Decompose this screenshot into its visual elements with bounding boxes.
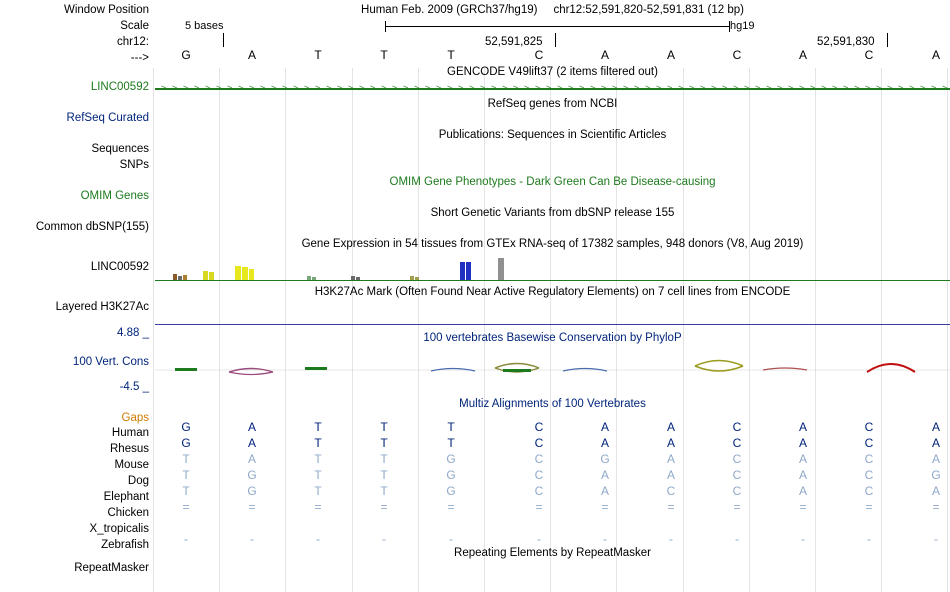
label-common-dbsnp[interactable]: Common dbSNP(155)	[35, 221, 149, 233]
strand-arrow-icon: >	[920, 83, 926, 93]
label-sequences[interactable]: Sequences	[91, 143, 149, 155]
multiz-base: -	[250, 532, 254, 546]
coord-tick-right: 52,591,830	[817, 36, 875, 48]
strand-arrow-icon: >	[447, 83, 453, 93]
multiz-base: A	[798, 468, 807, 482]
strand-arrow-icon: >	[777, 83, 783, 93]
label-gencode[interactable]: LINC00592	[90, 81, 149, 93]
strand-arrow-icon: >	[491, 83, 497, 93]
multiz-base: T	[182, 468, 190, 482]
multiz-base: G	[247, 484, 257, 498]
strand-arrow-icon: >	[271, 83, 277, 93]
strand-arrow-icon: >	[733, 83, 739, 93]
strand-arrow-icon: >	[678, 83, 684, 93]
multiz-base: A	[247, 436, 256, 450]
multiz-base: G	[446, 484, 456, 498]
multiz-base: A	[666, 468, 675, 482]
strand-arrow-icon: >	[304, 83, 310, 93]
strand-arrow-icon: >	[689, 83, 695, 93]
strand-arrow-icon: >	[469, 83, 475, 93]
strand-arrow-icon: >	[634, 83, 640, 93]
strand-arrow-icon: >	[205, 83, 211, 93]
multiz-base: C	[534, 436, 544, 450]
strand-arrow-icon: >	[238, 83, 244, 93]
strand-arrow-icon: >	[260, 83, 266, 93]
assembly-short: hg19	[730, 20, 755, 32]
multiz-base: T	[380, 420, 388, 434]
sequence-base: T	[314, 48, 322, 62]
strand-arrow-icon: >	[337, 83, 343, 93]
gtex-baseline	[155, 280, 950, 281]
strand-arrow-icon: >	[942, 83, 948, 93]
strand-arrow-icon: >	[315, 83, 321, 93]
multiz-base: A	[666, 436, 675, 450]
strand-arrow-icon: >	[183, 83, 189, 93]
multiz-base: A	[798, 452, 807, 466]
multiz-base: A	[798, 420, 807, 434]
multiz-base: -	[184, 532, 188, 546]
multiz-species-row	[155, 436, 950, 451]
multiz-track-title[interactable]: Multiz Alignments of 100 Vertebrates	[459, 398, 646, 410]
coord-tick-left: 52,591,825	[485, 36, 543, 48]
multiz-base: C	[864, 452, 874, 466]
strand-arrow-icon: >	[931, 83, 937, 93]
strand-arrow-icon: >	[216, 83, 222, 93]
multiz-base: A	[931, 484, 940, 498]
label-gtex-linc00592[interactable]: LINC00592	[90, 261, 149, 273]
multiz-base: =	[535, 500, 543, 514]
strand-arrow-icon: >	[293, 83, 299, 93]
phylop-max-label: 4.88 _	[117, 327, 149, 339]
multiz-base: A	[600, 420, 609, 434]
multiz-base: G	[181, 420, 191, 434]
omim-track-title[interactable]: OMIM Gene Phenotypes - Dark Green Can Be Disease-causing	[389, 176, 716, 188]
multiz-base: A	[798, 484, 807, 498]
sequence-base: C	[534, 48, 544, 62]
strand-arrow-icon: >	[810, 83, 816, 93]
multiz-base: A	[247, 420, 256, 434]
sequence-base: A	[931, 48, 940, 62]
gtex-bar[interactable]	[235, 266, 241, 280]
multiz-base: =	[865, 500, 873, 514]
sequence-base: T	[380, 48, 388, 62]
multiz-base: C	[732, 468, 742, 482]
strand-arrow-icon: >	[623, 83, 629, 93]
multiz-base: =	[380, 500, 388, 514]
multiz-base: =	[799, 500, 807, 514]
multiz-base: A	[666, 452, 675, 466]
strand-arrow-icon: >	[227, 83, 233, 93]
multiz-base: T	[314, 420, 322, 434]
dbsnp-track-title[interactable]: Short Genetic Variants from dbSNP release 155	[430, 207, 675, 219]
multiz-base: C	[666, 484, 676, 498]
strand-arrow-icon: >	[579, 83, 585, 93]
strand-arrow-icon: >	[876, 83, 882, 93]
multiz-base: -	[669, 532, 673, 546]
multiz-base: A	[931, 420, 940, 434]
coord-tick-left-mark	[555, 33, 556, 47]
repeatmasker-track-title[interactable]: Repeating Elements by RepeatMasker	[454, 547, 651, 559]
multiz-base: C	[534, 468, 544, 482]
strand-arrow-icon: >	[590, 83, 596, 93]
strand-arrow-icon: >	[392, 83, 398, 93]
sequence-base: C	[864, 48, 874, 62]
multiz-base: T	[314, 468, 322, 482]
multiz-base: A	[666, 420, 675, 434]
label-species-x-tropicalis[interactable]: X_tropicalis	[89, 523, 149, 535]
multiz-base: T	[182, 452, 190, 466]
strand-arrow-icon: >	[425, 83, 431, 93]
multiz-species-row	[155, 420, 950, 435]
strand-arrow-icon: >	[161, 83, 167, 93]
assembly-text: Human Feb. 2009 (GRCh37/hg19)	[361, 4, 538, 16]
gtex-bar[interactable]	[209, 272, 214, 280]
strand-arrow-icon: >	[744, 83, 750, 93]
multiz-base: A	[600, 468, 609, 482]
strand-arrow-icon: >	[524, 83, 530, 93]
gtex-bar[interactable]	[249, 269, 254, 280]
strand-arrow-icon: >	[788, 83, 794, 93]
multiz-base: T	[314, 452, 322, 466]
strand-arrow-icon: >	[513, 83, 519, 93]
phylop-top-border	[155, 324, 950, 325]
gtex-bar-graph[interactable]	[155, 258, 950, 280]
sequence-base: A	[600, 48, 609, 62]
multiz-base: T	[182, 484, 190, 498]
strand-arrow-icon: >	[348, 83, 354, 93]
strand-arrow-icon: >	[843, 83, 849, 93]
multiz-species-row	[155, 532, 950, 547]
label-window-position: Window Position	[63, 4, 149, 16]
multiz-base: C	[864, 484, 874, 498]
strand-arrow-icon: >	[700, 83, 706, 93]
publications-track-title[interactable]: Publications: Sequences in Scientific Articles	[438, 129, 667, 141]
label-species-zebrafish[interactable]: Zebrafish	[101, 539, 149, 551]
strand-arrow-icon: >	[370, 83, 376, 93]
strand-arrow-icon: >	[568, 83, 574, 93]
strand-arrow-icon: >	[546, 83, 552, 93]
multiz-base: C	[864, 420, 874, 434]
multiz-base: -	[934, 532, 938, 546]
multiz-species-row	[155, 484, 950, 499]
strand-arrow-icon: >	[865, 83, 871, 93]
strand-arrow-icon: >	[282, 83, 288, 93]
label-snps[interactable]: SNPs	[119, 159, 149, 171]
label-layered-h3k27ac[interactable]: Layered H3K27Ac	[55, 301, 149, 313]
coord-tick-right-mark	[887, 33, 888, 47]
strand-arrow-icon: >	[326, 83, 332, 93]
label-strand: --->	[130, 52, 149, 64]
phylop-wiggle-area[interactable]	[155, 330, 950, 392]
multiz-base: C	[864, 436, 874, 450]
label-species-human[interactable]: Human	[111, 427, 149, 439]
strand-arrow-icon: >	[909, 83, 915, 93]
multiz-base: -	[867, 532, 871, 546]
label-chrom: chr12:	[117, 36, 149, 48]
sequence-base: C	[732, 48, 742, 62]
assembly-position-line	[155, 4, 950, 16]
multiz-alignment-rows	[155, 420, 950, 550]
multiz-base: T	[314, 484, 322, 498]
strand-arrow-icon: >	[656, 83, 662, 93]
multiz-base: =	[733, 500, 741, 514]
gtex-track-title[interactable]: Gene Expression in 54 tissues from GTEx RNA-seq of 17382 samples, 948 donors (V8, Aug 2019)	[301, 238, 804, 250]
multiz-base: A	[247, 452, 256, 466]
strand-arrow-icon: >	[359, 83, 365, 93]
phylop-min-label: -4.5 _	[119, 381, 149, 393]
strand-arrow-icon: >	[755, 83, 761, 93]
strand-arrow-icon: >	[612, 83, 618, 93]
gencode-arrows	[155, 83, 950, 94]
strand-arrow-icon: >	[722, 83, 728, 93]
multiz-base: C	[864, 468, 874, 482]
multiz-base: C	[732, 484, 742, 498]
multiz-base: T	[380, 452, 388, 466]
label-scale: Scale	[120, 20, 149, 32]
multiz-base: A	[931, 436, 940, 450]
strand-arrow-icon: >	[854, 83, 860, 93]
multiz-base: T	[447, 420, 455, 434]
strand-arrow-icon: >	[711, 83, 717, 93]
multiz-species-row	[155, 468, 950, 483]
strand-arrow-icon: >	[601, 83, 607, 93]
label-omim-genes[interactable]: OMIM Genes	[80, 190, 149, 202]
strand-arrow-icon: >	[458, 83, 464, 93]
gtex-bar[interactable]	[242, 267, 248, 280]
multiz-base: A	[600, 484, 609, 498]
sequence-base-row	[155, 48, 950, 64]
strand-arrow-icon: >	[249, 83, 255, 93]
multiz-base: -	[449, 532, 453, 546]
strand-arrow-icon: >	[414, 83, 420, 93]
multiz-base: -	[316, 532, 320, 546]
multiz-base: A	[600, 436, 609, 450]
multiz-base: C	[534, 484, 544, 498]
label-100-vert-cons[interactable]: 100 Vert. Cons	[72, 356, 149, 368]
label-repeatmasker[interactable]: RepeatMasker	[74, 562, 149, 574]
gtex-bar[interactable]	[466, 262, 471, 280]
position-text: chr12:52,591,820-52,591,831 (12 bp)	[553, 4, 744, 16]
label-species-rhesus[interactable]: Rhesus	[110, 443, 149, 455]
strand-arrow-icon: >	[403, 83, 409, 93]
sequence-base: T	[447, 48, 455, 62]
gencode-track-title[interactable]: GENCODE V49lift37 (2 items filtered out)	[447, 66, 658, 78]
multiz-base: T	[380, 468, 388, 482]
refseq-track-title[interactable]: RefSeq genes from NCBI	[487, 98, 618, 110]
multiz-base: =	[248, 500, 256, 514]
multiz-base: T	[380, 484, 388, 498]
scale-text: 5 bases	[185, 20, 224, 32]
multiz-base: G	[446, 452, 456, 466]
strand-arrow-icon: >	[821, 83, 827, 93]
track-label-column	[0, 0, 155, 592]
label-species-mouse[interactable]: Mouse	[114, 459, 149, 471]
strand-arrow-icon: >	[898, 83, 904, 93]
multiz-base: C	[732, 452, 742, 466]
gtex-bar[interactable]	[460, 262, 465, 280]
multiz-base: C	[732, 436, 742, 450]
multiz-species-row	[155, 500, 950, 515]
multiz-base: C	[534, 452, 544, 466]
multiz-base: =	[447, 500, 455, 514]
strand-arrow-icon: >	[887, 83, 893, 93]
strand-arrow-icon: >	[480, 83, 486, 93]
sequence-base: G	[181, 48, 191, 62]
strand-arrow-icon: >	[381, 83, 387, 93]
multiz-base: -	[537, 532, 541, 546]
h3k27ac-track-title[interactable]: H3K27Ac Mark (Often Found Near Active Regulatory Elements) on 7 cell lines from ENCODE	[314, 286, 791, 298]
track-area	[155, 0, 950, 592]
multiz-species-row	[155, 516, 950, 531]
multiz-base: A	[931, 452, 940, 466]
multiz-base: -	[735, 532, 739, 546]
multiz-species-row	[155, 452, 950, 467]
multiz-base: T	[447, 436, 455, 450]
strand-arrow-icon: >	[832, 83, 838, 93]
scale-bar	[385, 20, 730, 32]
strand-arrow-icon: >	[557, 83, 563, 93]
gtex-bar[interactable]	[203, 271, 208, 280]
sequence-base: A	[666, 48, 675, 62]
multiz-base: =	[932, 500, 940, 514]
multiz-base: G	[931, 468, 941, 482]
multiz-base: -	[382, 532, 386, 546]
multiz-base: G	[446, 468, 456, 482]
sequence-base: A	[798, 48, 807, 62]
multiz-base: C	[534, 420, 544, 434]
label-species-chicken[interactable]: Chicken	[107, 507, 149, 519]
multiz-base: A	[798, 436, 807, 450]
sequence-base: A	[247, 48, 256, 62]
label-gaps[interactable]: Gaps	[121, 412, 149, 424]
multiz-base: =	[601, 500, 609, 514]
strand-arrow-icon: >	[667, 83, 673, 93]
multiz-base: =	[182, 500, 190, 514]
strand-arrow-icon: >	[766, 83, 772, 93]
multiz-base: -	[801, 532, 805, 546]
phylop-track-title[interactable]: 100 vertebrates Basewise Conservation by PhyloP	[423, 332, 682, 344]
multiz-base: C	[732, 420, 742, 434]
strand-arrow-icon: >	[645, 83, 651, 93]
strand-arrow-icon: >	[799, 83, 805, 93]
multiz-base: =	[314, 500, 322, 514]
strand-arrow-icon: >	[535, 83, 541, 93]
gtex-bar[interactable]	[498, 258, 504, 280]
multiz-base: T	[314, 436, 322, 450]
label-species-dog[interactable]: Dog	[127, 475, 149, 487]
label-species-elephant[interactable]: Elephant	[103, 491, 149, 503]
coord-tick-extra-mark	[223, 33, 224, 47]
strand-arrow-icon: >	[194, 83, 200, 93]
strand-arrow-icon: >	[436, 83, 442, 93]
grid-line	[153, 68, 154, 592]
strand-arrow-icon: >	[502, 83, 508, 93]
phylop-wiggle-svg	[155, 330, 950, 392]
multiz-base: -	[603, 532, 607, 546]
multiz-base: G	[247, 468, 257, 482]
multiz-base: =	[667, 500, 675, 514]
multiz-base: T	[380, 436, 388, 450]
multiz-base: G	[600, 452, 610, 466]
strand-arrow-icon: >	[172, 83, 178, 93]
label-refseq[interactable]: RefSeq Curated	[66, 112, 149, 124]
multiz-base: G	[181, 436, 191, 450]
